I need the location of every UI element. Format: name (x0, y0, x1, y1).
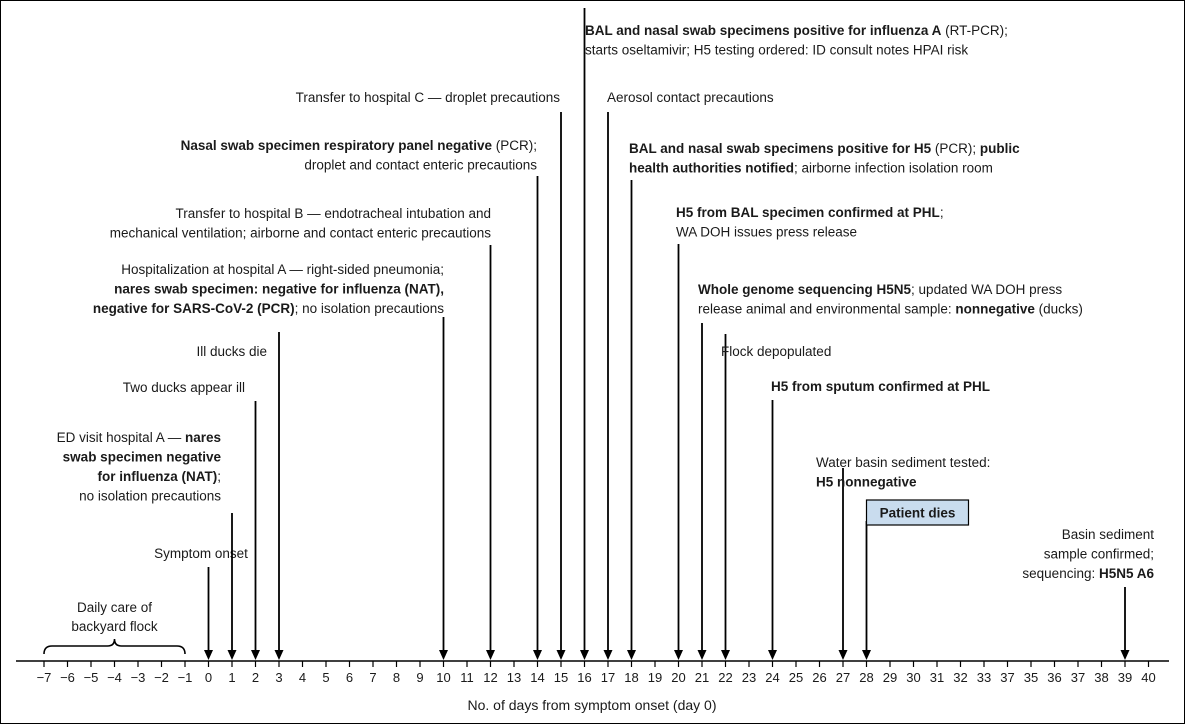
event-text-line: Basin sediment (1061, 527, 1154, 542)
tick-label: 3 (275, 670, 283, 685)
event-arrowhead (533, 650, 542, 660)
tick-label: 12 (483, 670, 498, 685)
tick-label: 36 (1047, 670, 1062, 685)
event-day-15 (296, 90, 566, 660)
event-text-line: negative for SARS-CoV-2 (PCR); no isolation precautions (92, 301, 444, 316)
event-text-line: Ill ducks die (196, 344, 267, 359)
event-day-17 (604, 90, 774, 660)
tick-label: 13 (506, 670, 522, 685)
flock-care-bracket (44, 600, 185, 654)
event-arrowhead (580, 650, 589, 660)
event-arrowhead (251, 650, 260, 660)
tick-label: 26 (812, 670, 827, 685)
tick-label: 40 (1141, 670, 1156, 685)
tick-label: 24 (765, 670, 780, 685)
event-arrowhead (604, 650, 613, 660)
bracket-label: Daily care of (76, 600, 153, 615)
tick-label: 32 (953, 670, 968, 685)
tick-label: 10 (436, 670, 451, 685)
event-arrowhead (627, 650, 636, 660)
event-text-line: H5 nonnegative (816, 474, 917, 490)
tick-label: 30 (906, 670, 921, 685)
tick-label: 38 (1094, 670, 1109, 685)
tick-label: 2 (251, 670, 260, 685)
event-text-line: Aerosol contact precautions (607, 90, 774, 105)
event-arrowhead (862, 650, 871, 660)
tick-label: 6 (345, 670, 354, 685)
bracket-label: backyard flock (71, 619, 158, 634)
event-text-line: BAL and nasal swab specimens positive for H5 (PCR); public (629, 141, 1020, 156)
tick-label: 29 (882, 670, 898, 685)
tick-label: 5 (322, 670, 330, 685)
event-text-line: mechanical ventilation; airborne and contact enteric precautions (109, 225, 491, 241)
event-text-line: H5 from BAL specimen confirmed at PHL; (676, 205, 944, 220)
tick-label: 15 (553, 670, 569, 685)
event-day-28 (862, 521, 871, 660)
tick-label: 37 (1000, 670, 1015, 685)
event-text-line: Hospitalization at hospital A — right-sided pneumonia; (121, 262, 444, 277)
event-text-line: Whole genome sequencing H5N5; updated WA DOH press (698, 282, 1063, 297)
tick-label: 19 (647, 670, 663, 685)
event-text-line: release animal and environmental sample: nonnegative (ducks) (698, 301, 1083, 317)
event-arrowhead (204, 650, 213, 660)
event-text-line: sample confirmed; (1043, 546, 1154, 562)
event-day-0 (154, 546, 248, 660)
event-arrowhead (674, 650, 683, 660)
event-day-27 (816, 455, 990, 660)
tick-label: −6 (60, 670, 75, 685)
event-day-16 (580, 8, 1008, 660)
event-text-line: Water basin sediment tested: (816, 455, 991, 470)
tick-label: 0 (204, 670, 213, 685)
event-arrowhead (698, 650, 707, 660)
tick-label: 22 (718, 670, 733, 685)
highlight-text: Patient dies (879, 505, 956, 521)
event-day-39 (1022, 527, 1154, 660)
timeline-axis (16, 661, 1169, 685)
tick-label: 17 (600, 670, 616, 685)
event-text-line: health authorities notified; airborne infection isolation room (629, 160, 993, 176)
event-text-line: sequencing: H5N5 A6 (1022, 566, 1154, 581)
event-day-20 (674, 205, 944, 660)
tick-label: 23 (741, 670, 757, 685)
tick-label: 7 (369, 670, 377, 685)
event-text-line: Transfer to hospital C — droplet precautions (295, 90, 560, 105)
tick-label: 37 (1070, 670, 1086, 685)
event-text-line: Nasal swab specimen respiratory panel negative (PCR); (180, 138, 537, 153)
event-text-line: H5 from sputum confirmed at PHL (771, 379, 991, 394)
tick-label: 4 (298, 670, 307, 685)
tick-label: −5 (83, 670, 99, 685)
tick-label: 35 (1023, 670, 1039, 685)
tick-label: 18 (624, 670, 639, 685)
bracket-shape (44, 639, 185, 654)
axis-title: No. of days from symptom onset (day 0) (467, 697, 717, 713)
tick-label: 8 (392, 670, 401, 685)
tick-label: 21 (694, 670, 710, 685)
event-arrowhead (439, 650, 448, 660)
event-arrowhead (768, 650, 777, 660)
tick-label: 14 (530, 670, 545, 685)
event-day-2 (123, 380, 260, 660)
event-text-line: Two ducks appear ill (122, 380, 245, 395)
patient-dies-label (867, 500, 969, 525)
tick-label: −7 (36, 670, 52, 685)
tick-label: 28 (859, 670, 874, 685)
event-arrowhead (839, 650, 848, 660)
event-arrowhead (228, 650, 237, 660)
tick-label: 9 (416, 670, 424, 685)
timeline-diagram (1, 1, 1184, 723)
tick-label: 11 (460, 670, 474, 685)
event-arrowhead (1121, 650, 1130, 660)
tick-label: 33 (976, 670, 992, 685)
event-text-line: ED visit hospital A — nares (56, 430, 221, 445)
event-text-line: Transfer to hospital B — endotracheal intubation and (175, 206, 491, 221)
tick-label: 16 (577, 670, 592, 685)
tick-label: −1 (177, 670, 193, 685)
event-text-line: droplet and contact enteric precautions (304, 157, 537, 173)
event-text-line: no isolation precautions (79, 488, 221, 504)
timeline-events (57, 8, 1155, 660)
tick-label: −4 (107, 670, 122, 685)
event-arrowhead (557, 650, 566, 660)
event-text-line: nares swab specimen: negative for influenza (NAT), (114, 281, 444, 297)
event-arrowhead (275, 650, 284, 660)
tick-label: 20 (671, 670, 686, 685)
event-text-line: BAL and nasal swab specimens positive for influenza A (RT-PCR); (585, 23, 1008, 38)
tick-label: 25 (788, 670, 804, 685)
tick-label: −3 (130, 670, 146, 685)
event-text-line: Flock depopulated (721, 344, 832, 359)
event-arrowhead (721, 650, 730, 660)
tick-label: 27 (835, 670, 851, 685)
event-text-line: swab specimen negative (62, 449, 221, 465)
event-arrowhead (486, 650, 495, 660)
event-day-21 (698, 282, 1083, 660)
tick-label: −2 (154, 670, 169, 685)
tick-label: 31 (929, 670, 945, 685)
event-text-line: starts oseltamivir; H5 testing ordered: ID consult notes HPAI risk (585, 42, 969, 58)
event-text-line: for influenza (NAT); (97, 469, 221, 484)
tick-label: 1 (228, 670, 236, 685)
event-text-line: Symptom onset (154, 546, 248, 561)
event-text-line: WA DOH issues press release (676, 224, 858, 240)
tick-label: 39 (1117, 670, 1133, 685)
